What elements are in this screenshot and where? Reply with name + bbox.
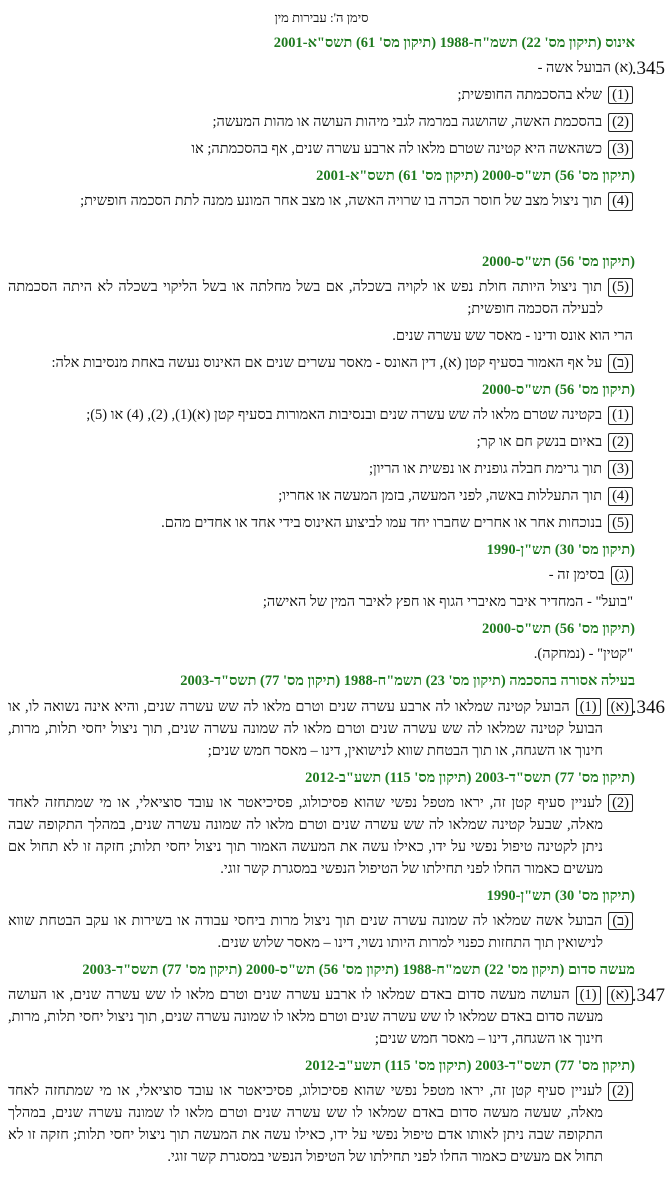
- clause-marker: (3): [608, 140, 633, 159]
- clause-marker: (ב): [608, 354, 633, 373]
- amendment-note: מעשה סדום (תיקון מס' 22) תשמ"ח-1988 (תיקון מס' 56) תש"ס-2000 (תיקון מס' 77) תשס"ד-2003: [82, 961, 635, 978]
- clause: [8, 84, 635, 106]
- clause: [8, 111, 635, 133]
- amendment-note: (תיקון מס' 56) תש"ס-2000: [482, 382, 635, 399]
- clause: [8, 643, 635, 665]
- clause-marker: (2): [608, 433, 633, 452]
- clause-marker: (4): [608, 487, 633, 506]
- clause-marker: (1): [608, 406, 633, 425]
- section-number: 346.: [631, 696, 665, 718]
- clause: [8, 564, 635, 586]
- clause-marker: (א): [607, 698, 633, 717]
- amendment-note: (תיקון מס' 56) תש"ס-2000: [482, 621, 635, 638]
- section-paragraph: [8, 984, 665, 1050]
- document-body: [8, 32, 665, 1168]
- clause-text: הרי הוא אונס ודינו - מאסר שש עשרה שנים.: [392, 328, 633, 345]
- clause-text: בסימן זה -: [548, 567, 605, 584]
- section-paragraph: [8, 57, 665, 79]
- clause-text: "קטין" - (נמחקה).: [533, 646, 633, 663]
- clause-marker: (2): [608, 113, 633, 132]
- clause: [8, 325, 635, 347]
- clause-text: בנוכחות אחר או אחרים שחברו יחד עמו לביצוע האינוס בידי אחד או אחדים מהם.: [161, 515, 603, 532]
- subclause-marker: (1): [576, 986, 601, 1005]
- clause-text: הבועל אשה שמלאו לה שמונה עשרה שנים תוך ניצול מרות ביחסי עבודה או בשירות או עקב הבטחת שווא לנישואין תוך התחזות כפנוי למרות היותו נשוי, דינו – מאסר שלוש שנים.: [8, 912, 603, 951]
- clause-marker: (ב): [608, 912, 633, 931]
- clause-marker: (א): [607, 986, 633, 1005]
- section-number: 347.: [631, 984, 665, 1006]
- section-paragraph: [8, 696, 665, 762]
- amendment-note: אינוס (תיקון מס' 22) תשמ"ח-1988 (תיקון מס' 61) תשס"א-2001: [273, 34, 635, 51]
- clause-text: בהסכמת האשה, שהושגה במרמה לגבי מיהות העושה או מהות המעשה;: [212, 113, 603, 130]
- clause: [8, 352, 635, 374]
- clause-marker: (5): [608, 514, 633, 533]
- clause: [8, 485, 635, 507]
- clause-text: תוך ניצול היותה חולת נפש או לקויה בשכלה, אם בשל מחלתה או בשל הליקוי בשכלה לא היתה הסכמתה לבעילה הסכמה חופשית;: [8, 279, 603, 318]
- amendment-note: (תיקון מס' 77) תשס"ד-2003 (תיקון מס' 115) תשע"ב-2012: [305, 1057, 635, 1074]
- clause-text: באיום בנשק חם או קר;: [476, 434, 603, 451]
- amendment-note: (תיקון מס' 30) תש"ן-1990: [486, 887, 635, 904]
- clause: [8, 591, 635, 613]
- clause-text: העושה מעשה סדום באדם שמלאו לו ארבע עשרה שנים וטרם מלאו לו שש עשרה שנים, או העושה מעשה סדום באדם שמלאו לו שש עשרה שנים וטרם מלאו לו שמונה עשרה שנים, תוך ניצול יחסי תלות, מרות, חינוך או השגחה, דינו – מאסר חמש שנים;: [8, 986, 603, 1047]
- clause: [8, 792, 635, 880]
- clause: [8, 1080, 635, 1168]
- clause-marker: (4): [608, 192, 633, 211]
- clause-text: הבועל קטינה שמלאו לה ארבע עשרה שנים וטרם מלאו לה שש עשרה שנים, והיא אינה נשואה לו, או הבועל קטינה שמלאו לה שש עשרה שנים וטרם מלאו לה שמונה עשרה שנים, תוך ניצול יחסי תלות, מרות, חינוך או השגחה, או תוך הבטחת שווא לנישואין, דינו – מאסר חמש שנים;: [8, 698, 603, 759]
- amendment-note: (תיקון מס' 77) תשס"ד-2003 (תיקון מס' 115) תשע"ב-2012: [305, 769, 635, 786]
- clause-marker: (3): [608, 460, 633, 479]
- clause-text: על אף האמור בסעיף קטן (א), דין האונס - מאסר עשרים שנים אם האינוס נעשה באחת מנסיבות אלה:: [51, 355, 603, 372]
- clause-marker: (2): [608, 1082, 633, 1101]
- clause-text: לעניין סעיף קטן זה, יראו מטפל נפשי שהוא פסיכולוג, פסיכיאטר או עובד סוציאלי, או מי שמתחזה לאחד מאלה, שבעל קטינה שמלאו לה שש עשרה שנים וטרם מלאו לה שמונה עשרה שנים, במהלך התקופה שבה ניתן לקטינה טיפול נפשי על ידו, כאילו עשה את המעשה האמור תוך ניצול יחסי תלות; חזקה זו לא תחול אם מעשים כאמור החלו לפני תחילתו של הטיפול הנפשי במסגרת קשר זוגי.: [8, 794, 603, 877]
- clause-text: תוך התעללות באשה, לפני המעשה, בזמן המעשה או אחריו;: [278, 488, 603, 505]
- clause-marker: (1): [608, 86, 633, 105]
- clause-text: תוך ניצול מצב של חוסר הכרה בו שרויה האשה, או מצב אחר המונע ממנה לתת הסכמה חופשית;: [80, 192, 603, 209]
- clause: [8, 431, 635, 453]
- clause-text: "בועל" - המחדיר איבר מאיברי הגוף או חפץ לאיבר המין של האישה;: [262, 594, 633, 611]
- clause-text: שלא בהסכמתה החופשית;: [457, 86, 603, 103]
- clause: [8, 138, 635, 160]
- clause-text: כשהאשה היא קטינה שטרם מלאו לה ארבע עשרה שנים, אף בהסכמתה; או: [191, 140, 603, 157]
- clause: [8, 404, 635, 426]
- amendment-note: (תיקון מס' 56) תש"ס-2000: [482, 253, 635, 270]
- amendment-note: (תיקון מס' 30) תש"ן-1990: [486, 542, 635, 559]
- clause-marker: (ג): [611, 566, 633, 585]
- clause-marker: (5): [608, 278, 633, 297]
- clause-text: (א) הבועל אשה -: [537, 59, 633, 76]
- clause-text: תוך גרימת חבלה גופנית או נפשית או הריון;: [368, 461, 603, 478]
- clause: [8, 910, 635, 954]
- clause-text: לעניין סעיף קטן זה, יראו מטפל נפשי שהוא פסיכולוג, פסיכיאטר או עובד סוציאלי, או מי שמתחזה לאחד מאלה, שעשה מעשה סדום באדם שמלאו לו שש עשרה שנים וטרם מלאו לו שמונה עשרה שנים, במהלך התקופה שבה ניתן לאותו אדם טיפול נפשי על ידו, כאילו עשה את המעשה תוך ניצול יחסי תלות; חזקה זו לא תחול אם מעשים כאמור החלו לפני תחילתו של הטיפול הנפשי במסגרת קשר זוגי.: [8, 1083, 603, 1166]
- clause: [8, 190, 635, 212]
- clause: [8, 512, 635, 534]
- spacer: [8, 217, 635, 247]
- clause-text: בקטינה שטרם מלאו לה שש עשרה שנים ובנסיבות האמורות בסעיף קטן (א)(1), (2), (4) או (5);: [86, 407, 603, 424]
- chapter-header: סימן ה': עבירות מין: [274, 10, 369, 25]
- clause-marker: (2): [608, 794, 633, 813]
- clause: [8, 458, 635, 480]
- clause: [8, 276, 635, 320]
- subclause-marker: (1): [576, 698, 601, 717]
- section-number: 345.: [631, 57, 665, 79]
- amendment-note: בעילה אסורה בהסכמה (תיקון מס' 23) תשמ"ח-1988 (תיקון מס' 77) תשס"ד-2003: [180, 673, 635, 690]
- amendment-note: (תיקון מס' 56) תש"ס-2000 (תיקון מס' 61) תשס"א-2001: [316, 167, 635, 184]
